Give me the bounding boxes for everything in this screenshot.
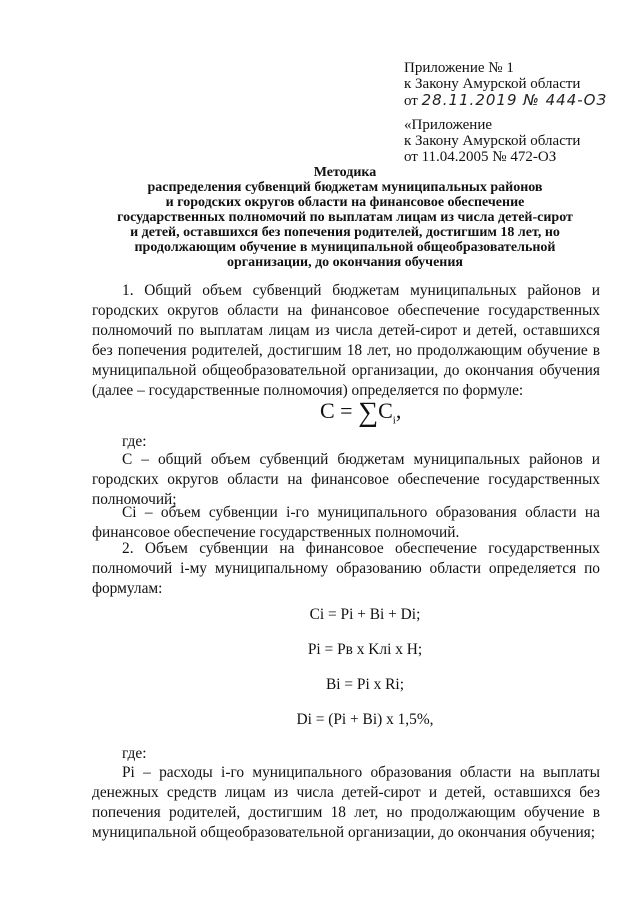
formula-ci: Ci = Pi + Bi + Di; [309, 606, 421, 623]
where-label-2 [122, 744, 600, 764]
text-line: С – общий объем субвенций бюджетам муниципальных районов и [122, 451, 600, 468]
text-line: полномочий по выплатам лицам из числа детей-сирот и детей, оставшихся [92, 322, 600, 339]
formula-c: C [378, 398, 393, 423]
appendix-header [404, 60, 607, 109]
text-line: где: [122, 745, 147, 762]
text-line: Сi – объем субвенции i-го муниципального образования области на [122, 504, 600, 521]
text-line: где: [122, 433, 147, 450]
text-line: городских округов области на финансовое обеспечение государственных [92, 471, 600, 488]
text-line: полномочий; [92, 491, 177, 508]
title-line: Методика [313, 165, 377, 180]
definition-c [92, 450, 600, 510]
text-line: (далее – государственные полномочия) определяется по формуле: [92, 382, 524, 399]
formula-pi: Pi = Pв x Kлi x H; [307, 641, 423, 658]
text-line: Pi – расходы i-го муниципального образования области на выплаты [122, 764, 600, 781]
appendix-law: к Закону Амурской области [404, 76, 581, 92]
formula-subscript: i [392, 414, 396, 427]
sum-symbol: ∑ [358, 397, 379, 428]
definition-ci [92, 503, 600, 543]
text-line: муниципальной общеобразовательной организации, до окончания обучения [92, 362, 600, 379]
text-line: полномочий i-му муниципальному образованию области определяется по [92, 560, 600, 577]
title-line: и городских округов области на финансовое обеспечение [165, 195, 525, 210]
appendix-date-prefix: от [404, 93, 418, 109]
title-line: государственных полномочий по выплатам лицам из числа детей-сирот [117, 210, 573, 225]
title-line: организации, до окончания обучения [226, 255, 464, 270]
definition-pi [92, 763, 600, 843]
text-line: финансовое обеспечение государственных полномочий. [92, 524, 460, 541]
formula-bi: Bi = Pi x Ri; [326, 676, 404, 693]
document-title [90, 165, 600, 270]
prev-appendix-date: от 11.04.2005 № 472-ОЗ [404, 149, 557, 165]
where-label-1 [122, 432, 600, 452]
paragraph-2 [92, 539, 600, 599]
formula-end: , [395, 398, 402, 423]
title-line: распределения субвенций бюджетам муниципальных районов [147, 180, 543, 195]
text-line: городских округов области на финансовое обеспечение государственных [92, 302, 600, 319]
text-line: попечения родителей, достигшим 18 лет, но продолжающим обучение в [92, 804, 600, 821]
previous-appendix-header [404, 117, 580, 165]
handwritten-date-number: 28.11.2019 № 444-ОЗ [421, 91, 608, 109]
formula-sum [320, 397, 401, 429]
text-line: формулам: [92, 580, 163, 597]
text-line: денежных средств лицам из числа детей-сирот и детей, оставшихся без [92, 784, 600, 801]
formula-lhs: C = [320, 398, 359, 423]
text-line: 1. Общий объем субвенций бюджетам муниципальных районов и [122, 282, 600, 299]
prev-appendix-title: «Приложение [404, 117, 493, 133]
text-line: без попечения родителей, достигшим 18 лет, но продолжающим обучение в [92, 342, 600, 359]
formula-di: Di = (Pi + Bi) x 1,5%, [296, 711, 434, 728]
appendix-number: Приложение № 1 [404, 60, 514, 76]
appendix-date-line [404, 92, 607, 109]
title-line: продолжающим обучение в муниципальной общеобразовательной [134, 240, 556, 255]
prev-appendix-law: к Закону Амурской области [404, 133, 581, 149]
text-line: муниципальной общеобразовательной организации, до окончания обучения; [92, 824, 596, 841]
title-line: и детей, оставшихся без попечения родителей, достигшим 18 лет, но [130, 225, 560, 240]
text-line: 2. Объем субвенции на финансовое обеспечение государственных [122, 540, 600, 557]
paragraph-1 [92, 281, 600, 401]
